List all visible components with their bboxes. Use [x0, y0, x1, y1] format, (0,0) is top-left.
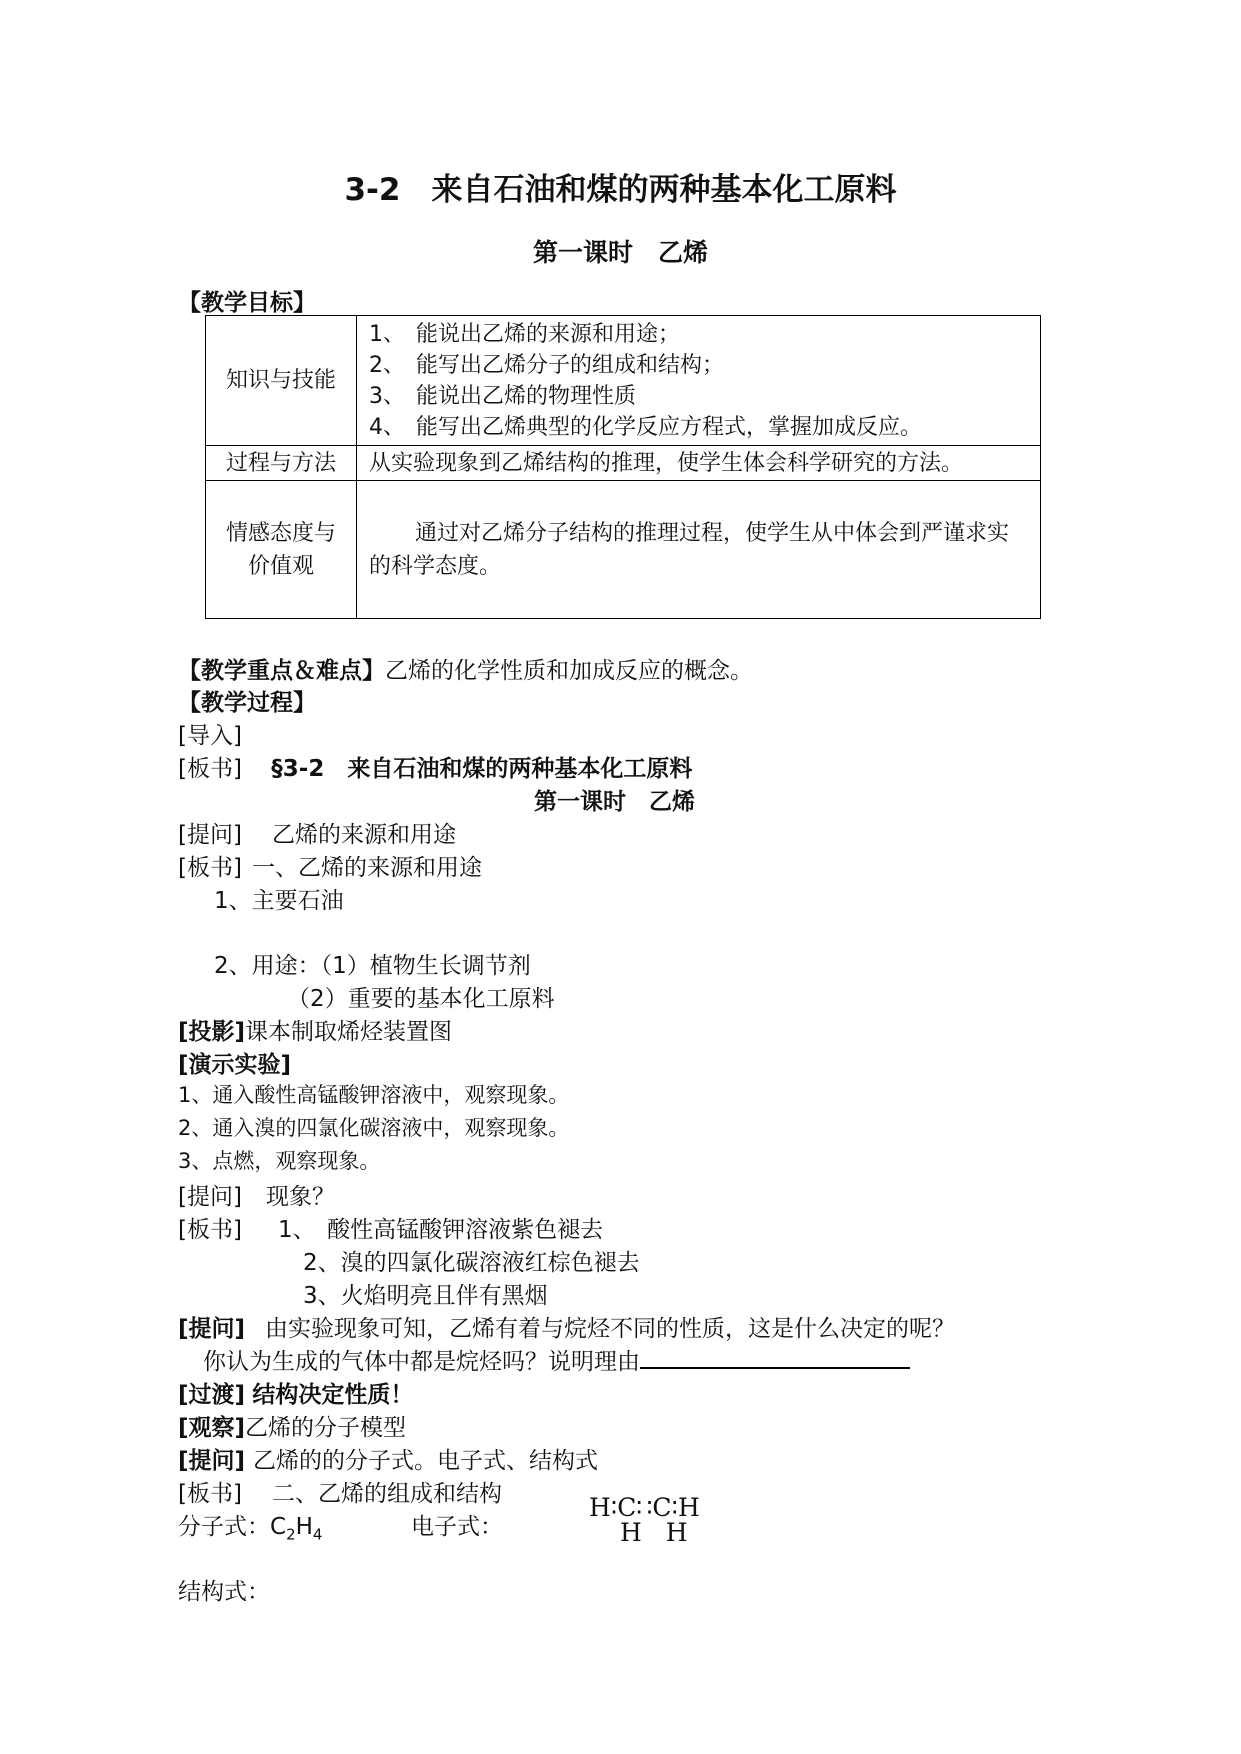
observation-item: 2、溴的四氯化碳溶液红棕色褪去	[303, 1250, 640, 1276]
transition-line	[178, 1376, 413, 1409]
observation-item: 3、火焰明亮且伴有黑烟	[303, 1283, 548, 1309]
projection-text: 课本制取烯烃装置图	[245, 1019, 453, 1045]
source-line: 1、主要石油	[214, 888, 344, 914]
experiment-item: 1、通入酸性高锰酸钾溶液中，观察现象。	[178, 1083, 570, 1107]
question-line	[203, 1343, 910, 1376]
board-text: §3-2 来自石油和煤的两种基本化工原料	[271, 756, 693, 782]
category-line: 情感态度与	[225, 520, 336, 546]
electron-formula-bottom: H H	[620, 1518, 696, 1547]
experiment-item: 3、点燃，观察现象。	[178, 1149, 381, 1173]
board-text: 二、乙烯的组成和结构	[271, 1481, 502, 1507]
question-line	[178, 816, 456, 849]
page-title: 3-2 来自石油和煤的两种基本化工原料	[344, 172, 897, 208]
formula-h: H	[295, 1514, 313, 1540]
question-text: 现象？	[265, 1184, 335, 1210]
list-item: 4、 能写出乙烯典型的化学反应方程式，掌握加成反应。	[369, 414, 922, 440]
question-line	[178, 1310, 955, 1343]
use-line: 2、用途：（1）植物生长调节剂	[214, 953, 531, 979]
category-cell	[206, 481, 357, 619]
electron-label: 电子式：	[411, 1514, 503, 1540]
process-heading: 【教学过程】	[178, 690, 316, 716]
experiment-item: 2、通入溴的四氯化碳溶液中，观察现象。	[178, 1116, 570, 1140]
board-label: [板书]	[178, 855, 242, 881]
formula-c: C	[270, 1514, 287, 1540]
page-subtitle: 第一课时 乙烯	[532, 238, 708, 267]
question-text: 你认为生成的气体中都是烷烃吗？说明理由	[203, 1349, 640, 1375]
question-text: 乙烯的的分子式。电子式、结构式	[253, 1448, 599, 1474]
list-item: 3、 能说出乙烯的物理性质	[369, 383, 636, 409]
objective-text	[357, 481, 1041, 619]
formula-sub: 4	[312, 1525, 323, 1544]
board-subtitle: 第一课时 乙烯	[534, 789, 695, 815]
board-text: 一、乙烯的来源和用途	[251, 855, 482, 881]
board-line	[178, 1211, 603, 1244]
board-line	[178, 849, 482, 882]
question-line	[178, 1178, 335, 1211]
question-label: [提问]	[178, 1184, 242, 1210]
formula-label: 分子式：	[178, 1514, 270, 1540]
molecular-formula	[178, 1508, 322, 1544]
question-label: [提问]	[178, 1448, 246, 1474]
observation-item: 1、 酸性高锰酸钾溶液紫色褪去	[277, 1217, 604, 1243]
key-points	[178, 652, 753, 685]
objective-text: 从实验现象到乙烯结构的推理，使学生体会科学研究的方法。	[357, 446, 1041, 481]
transition-text: 结构决定性质！	[252, 1382, 414, 1408]
question-label: [提问]	[178, 1316, 246, 1342]
key-points-text: 乙烯的化学性质和加成反应的概念。	[385, 658, 753, 684]
observe-label: [观察]	[178, 1415, 246, 1441]
category-line: 价值观	[247, 553, 314, 579]
answer-blank	[640, 1347, 910, 1369]
objective-text-content: 通过对乙烯分子结构的推理过程，使学生从中体会到严谨求实的科学态度。	[369, 520, 1010, 579]
board-line	[178, 750, 692, 783]
electron-formula-top: H∶C∷C∶H	[589, 1493, 700, 1522]
demo-label: [演示实验]	[178, 1052, 292, 1078]
question-text: 由实验现象可知，乙烯有着与烷烃不同的性质，这是什么决定的呢？	[265, 1316, 956, 1342]
objectives-table	[205, 315, 1041, 619]
observe-line	[178, 1409, 406, 1442]
board-label: [板书]	[178, 756, 242, 782]
observe-text: 乙烯的分子模型	[245, 1415, 407, 1441]
question-label: [提问]	[178, 822, 242, 848]
board-line	[178, 1475, 502, 1508]
list-item: 1、 能说出乙烯的来源和用途；	[369, 321, 680, 347]
question-text: 乙烯的来源和用途	[271, 822, 456, 848]
projection-line	[178, 1013, 452, 1046]
objective-items	[357, 316, 1041, 446]
transition-label: [过渡]	[178, 1382, 246, 1408]
formula-sub: 2	[286, 1525, 296, 1544]
structural-label: 结构式：	[178, 1579, 270, 1605]
table-row	[206, 481, 1041, 619]
board-label: [板书]	[178, 1217, 242, 1243]
use-line: （2）重要的基本化工原料	[287, 986, 555, 1012]
category-cell: 知识与技能	[206, 316, 357, 446]
key-points-label: 【教学重点＆难点】	[178, 658, 385, 684]
list-item: 2、 能写出乙烯分子的组成和结构；	[369, 352, 724, 378]
question-line	[178, 1442, 598, 1475]
category-cell: 过程与方法	[206, 446, 357, 481]
table-row	[206, 316, 1041, 446]
projection-label: [投影]	[178, 1019, 246, 1045]
intro-label: [导入]	[178, 723, 242, 749]
table-row	[206, 446, 1041, 481]
objectives-heading: 【教学目标】	[178, 290, 316, 316]
board-label: [板书]	[178, 1481, 242, 1507]
